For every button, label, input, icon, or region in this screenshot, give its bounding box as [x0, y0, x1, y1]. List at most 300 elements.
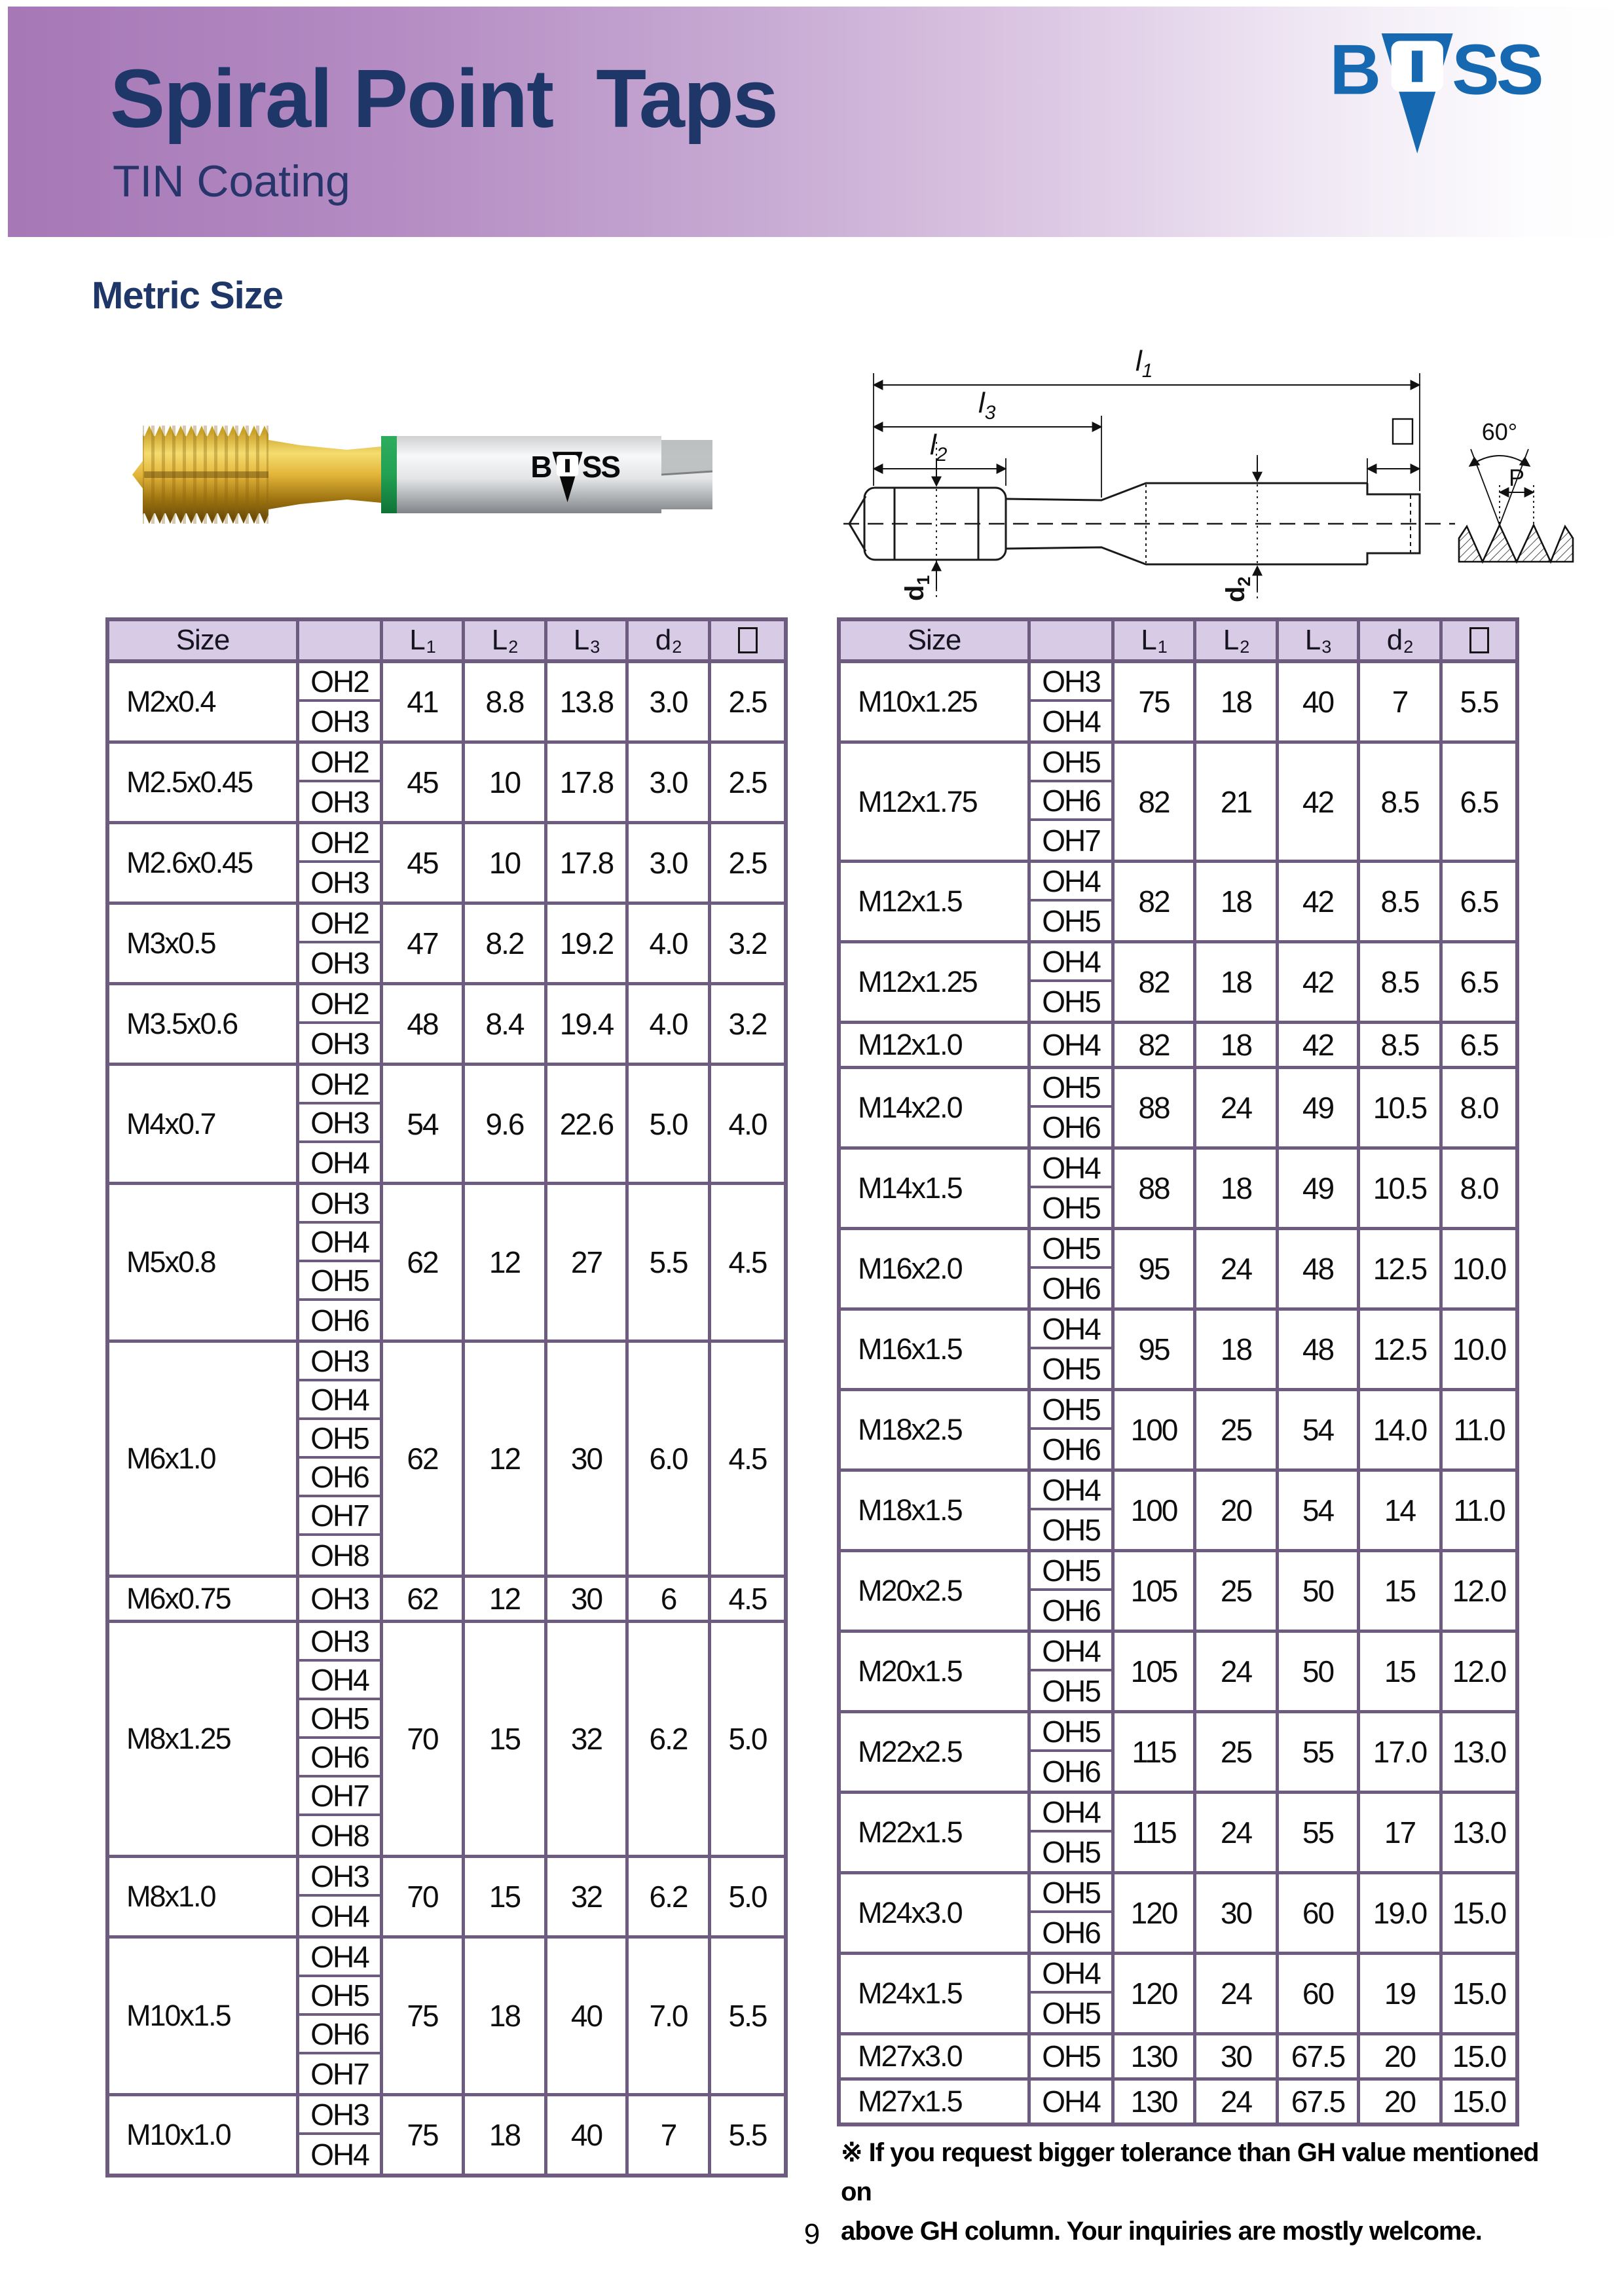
oh-cell: OH3 [310, 784, 369, 819]
sq-cell: 5.5 [1460, 685, 1498, 719]
outline-top [1006, 483, 1367, 500]
outline-thread [864, 488, 1006, 560]
size-group-row [841, 663, 1515, 744]
l3-cell: 54 [1279, 1472, 1360, 1549]
d2-cell: 12.5 [1360, 1311, 1443, 1388]
l2-cell: 18 [1196, 863, 1279, 940]
oh-cell: OH2 [299, 985, 380, 1024]
oh-column [1031, 1024, 1115, 1066]
l2-cell: 15 [465, 1623, 547, 1855]
size-cell: M2x0.4 [109, 663, 299, 740]
l3-cell: 67.5 [1279, 2035, 1360, 2077]
sq-cell: 5.5 [728, 2118, 767, 2152]
d2-cell: 20 [1360, 2035, 1443, 2077]
l2-cell: 12 [465, 1343, 547, 1575]
d2-cell: 10.5 [1360, 1069, 1443, 1146]
sq-cell: 2.5 [728, 765, 767, 799]
oh-cell: OH2 [299, 744, 380, 782]
l3-cell: 42 [1279, 744, 1360, 860]
oh-cell: OH4 [1031, 1311, 1111, 1349]
l3-cell: 67.5 [1279, 2081, 1360, 2123]
l2-cell: 25 [1196, 1552, 1279, 1630]
d2-cell: 8.5 [1360, 744, 1443, 860]
column-header [1196, 621, 1279, 659]
oh-cell: OH3 [299, 1623, 380, 1662]
d2-cell: 12.5 [1360, 1230, 1443, 1307]
d2-cell: 7 [1360, 663, 1443, 740]
oh-column [1031, 1552, 1115, 1630]
oh-column [299, 1578, 383, 1620]
oh-column [1031, 1955, 1115, 2032]
l2-cell: 12 [465, 1185, 547, 1339]
oh-cell: OH5 [1042, 903, 1100, 938]
sq-cell: 10.0 [1452, 1252, 1506, 1286]
l3-cell: 48 [1279, 1311, 1360, 1388]
l1-cell: 75 [1115, 663, 1196, 740]
oh-cell: OH5 [299, 1262, 380, 1301]
l3-cell: 42 [1279, 1024, 1360, 1066]
oh-column [299, 905, 383, 982]
sq-cell: 11.0 [1453, 1493, 1505, 1527]
sq-cell: 4.0 [728, 1106, 767, 1141]
oh-column [1031, 1874, 1115, 1952]
oh-cell: OH4 [1042, 2085, 1100, 2119]
square-symbol-icon [1469, 627, 1489, 653]
column-header-label: L [1304, 624, 1321, 656]
column-header-subscript: 1 [1157, 636, 1167, 657]
size-cell: M12x1.75 [841, 744, 1031, 860]
oh-cell: OH5 [1031, 1230, 1111, 1269]
oh-cell: OH3 [310, 1026, 369, 1061]
size-group-row [109, 1858, 784, 1939]
l2-cell: 18 [465, 1939, 547, 2093]
d2-cell: 4.0 [629, 985, 711, 1063]
l3-cell: 40 [547, 1939, 629, 2093]
l3-cell: 40 [547, 2096, 629, 2174]
l3-cell: 48 [1279, 1230, 1360, 1307]
sq-cell: 2.5 [728, 685, 767, 719]
l2-cell: 18 [465, 2096, 547, 2174]
label-d1: $d_1$ [900, 575, 933, 601]
l2-cell: 30 [1196, 2035, 1279, 2077]
column-header [547, 621, 629, 659]
size-group-row [841, 1150, 1515, 1230]
d2-cell: 6.0 [629, 1343, 711, 1575]
oh-column [299, 2096, 383, 2174]
column-header-label: L [573, 624, 589, 656]
square-symbol-icon [738, 627, 758, 653]
oh-cell: OH2 [299, 663, 380, 702]
size-cell: M8x1.0 [109, 1858, 299, 1935]
column-header-subscript: 3 [590, 636, 600, 657]
oh-cell: OH5 [1042, 1351, 1100, 1386]
l3-cell: 50 [1279, 1633, 1360, 1710]
size-group-row [841, 1874, 1515, 1955]
size-cell: M5x0.8 [109, 1185, 299, 1339]
column-header-subscript: 2 [508, 636, 518, 657]
size-cell: M12x1.0 [841, 1024, 1031, 1066]
l2-cell: 15 [465, 1858, 547, 1935]
l3-cell: 60 [1279, 1874, 1360, 1952]
oh-cell: OH3 [299, 2096, 380, 2135]
l3-cell: 49 [1279, 1069, 1360, 1146]
oh-cell: OH3 [310, 945, 369, 980]
size-group-row [109, 1623, 784, 1858]
size-group-row [109, 985, 784, 1066]
oh-cell: OH6 [1042, 1915, 1100, 1950]
size-group-row [841, 1391, 1515, 1472]
size-cell: M16x2.0 [841, 1230, 1031, 1307]
oh-cell: OH8 [310, 1538, 369, 1573]
sq-cell: 6.5 [1460, 965, 1498, 999]
oh-cell: OH5 [1042, 2039, 1100, 2073]
size-group-row [109, 905, 784, 985]
size-cell: M20x1.5 [841, 1633, 1031, 1710]
d2-cell: 15 [1360, 1633, 1443, 1710]
size-group-row [109, 663, 784, 744]
size-group-row [841, 943, 1515, 1024]
l1-cell: 120 [1115, 1874, 1196, 1952]
sq-cell: 8.0 [1460, 1091, 1498, 1125]
oh-cell: OH6 [299, 1459, 380, 1497]
oh-column [1031, 1633, 1115, 1710]
oh-cell: OH5 [1042, 984, 1100, 1019]
l1-cell: 82 [1115, 943, 1196, 1021]
l1-cell: 115 [1115, 1794, 1196, 1871]
l1-cell: 105 [1115, 1633, 1196, 1710]
oh-column [1031, 1713, 1115, 1791]
l1-cell: 100 [1115, 1391, 1196, 1468]
label-d2: $d_2$ [1221, 576, 1254, 602]
oh-cell: OH6 [299, 1739, 380, 1777]
oh-cell: OH6 [299, 2016, 380, 2054]
l1-cell: 45 [383, 744, 465, 821]
sq-cell: 12.0 [1452, 1574, 1506, 1608]
column-header [629, 621, 711, 659]
tap-green-ring [381, 436, 397, 513]
l1-cell: 95 [1115, 1230, 1196, 1307]
page-title: Spiral Point Taps [110, 52, 777, 145]
size-cell: M6x0.75 [109, 1578, 299, 1620]
size-group-row [109, 1939, 784, 2096]
l3-cell: 50 [1279, 1552, 1360, 1630]
l2-cell: 21 [1196, 744, 1279, 860]
oh-column [1031, 1069, 1115, 1146]
l3-cell: 27 [547, 1185, 629, 1339]
size-group-row [841, 2081, 1515, 2123]
column-header-label: Size [907, 624, 961, 656]
oh-cell: OH3 [310, 704, 369, 738]
l2-cell: 24 [1196, 1633, 1279, 1710]
l1-cell: 115 [1115, 1713, 1196, 1791]
oh-cell: OH5 [1031, 1874, 1111, 1913]
column-header [299, 621, 383, 659]
label-pitch: P [1508, 464, 1525, 491]
oh-cell: OH5 [1031, 1713, 1111, 1752]
sq-cell: 13.0 [1452, 1735, 1506, 1769]
oh-cell: OH6 [1042, 1110, 1100, 1144]
oh-column [1031, 1150, 1115, 1227]
label-l3: $l_3$ [978, 387, 996, 424]
sq-cell: 6.5 [1460, 884, 1498, 919]
size-cell: M24x1.5 [841, 1955, 1031, 2032]
note-line-2: above GH column. Your inquiries are mostly welcome. [841, 2217, 1482, 2246]
l3-cell: 19.4 [547, 985, 629, 1063]
sq-cell: 5.0 [728, 1880, 767, 1914]
oh-column [1031, 2035, 1115, 2077]
oh-column [299, 985, 383, 1063]
thread-profile [1459, 525, 1573, 562]
l1-cell: 82 [1115, 863, 1196, 940]
boss-logo [1315, 30, 1577, 155]
size-cell: M20x2.5 [841, 1552, 1031, 1630]
l2-cell: 18 [1196, 943, 1279, 1021]
oh-cell: OH5 [1031, 1069, 1111, 1108]
page-number: 9 [803, 2218, 821, 2250]
size-cell: M12x1.25 [841, 943, 1031, 1021]
metric-size-table-left [105, 617, 788, 2178]
oh-cell: OH6 [310, 1303, 369, 1338]
oh-cell: OH3 [1031, 663, 1111, 702]
page-subtitle: TIN Coating [113, 156, 350, 206]
size-group-row [841, 1552, 1515, 1633]
sq-cell: 4.5 [728, 1582, 767, 1616]
l3-cell: 22.6 [547, 1066, 629, 1182]
l1-cell: 70 [383, 1858, 465, 1935]
oh-cell: OH4 [299, 1939, 380, 1977]
sq-cell: 3.2 [728, 926, 767, 960]
oh-cell: OH2 [299, 1066, 380, 1104]
size-group-row [109, 1066, 784, 1185]
column-header [465, 621, 547, 659]
l2-cell: 12 [465, 1578, 547, 1620]
oh-cell: OH4 [1031, 943, 1111, 982]
oh-cell: OH5 [299, 1977, 380, 2016]
oh-cell: OH6 [1031, 782, 1111, 821]
oh-column [1031, 1391, 1115, 1468]
column-header [1115, 621, 1196, 659]
oh-column [1031, 2081, 1115, 2123]
size-cell: M14x1.5 [841, 1150, 1031, 1227]
oh-cell: OH5 [1042, 1512, 1100, 1547]
l2-cell: 18 [1196, 1024, 1279, 1066]
l3-cell: 42 [1279, 863, 1360, 940]
oh-cell: OH5 [1031, 1552, 1111, 1591]
l2-cell: 18 [1196, 1150, 1279, 1227]
l2-cell: 24 [1196, 2081, 1279, 2123]
l1-cell: 88 [1115, 1150, 1196, 1227]
oh-cell: OH6 [1042, 1754, 1100, 1789]
oh-cell: OH2 [299, 824, 380, 863]
oh-cell: OH4 [1042, 704, 1100, 738]
l2-cell: 18 [1196, 663, 1279, 740]
size-group-row [841, 1472, 1515, 1552]
oh-cell: OH4 [1031, 863, 1111, 902]
l2-cell: 8.2 [465, 905, 547, 982]
d2-cell: 3.0 [629, 824, 711, 902]
column-header [109, 621, 299, 659]
l1-cell: 70 [383, 1623, 465, 1855]
oh-cell: OH6 [1042, 1271, 1100, 1305]
oh-cell: OH3 [310, 865, 369, 900]
oh-column [299, 1343, 383, 1575]
size-group-row [841, 1024, 1515, 1069]
size-group-row [841, 1955, 1515, 2035]
l2-cell: 9.6 [465, 1066, 547, 1182]
size-cell: M22x1.5 [841, 1794, 1031, 1871]
l2-cell: 10 [465, 824, 547, 902]
l1-cell: 105 [1115, 1552, 1196, 1630]
column-header-label: L [1223, 624, 1239, 656]
l1-cell: 100 [1115, 1472, 1196, 1549]
oh-cell: OH6 [1042, 1593, 1100, 1628]
tap-product-photo [131, 419, 720, 530]
l3-cell: 49 [1279, 1150, 1360, 1227]
l2-cell: 18 [1196, 1311, 1279, 1388]
size-group-row [841, 1713, 1515, 1794]
sq-cell: 2.5 [728, 846, 767, 880]
sq-cell: 11.0 [1453, 1413, 1505, 1447]
oh-cell: OH5 [1042, 1190, 1100, 1225]
sq-cell: 5.5 [728, 1999, 767, 2033]
size-group-row [841, 1633, 1515, 1713]
d2-cell: 4.0 [629, 905, 711, 982]
column-header-subscript: 2 [1403, 636, 1413, 657]
oh-cell: OH3 [310, 1582, 369, 1616]
tap-shank [397, 436, 661, 513]
oh-column [299, 1066, 383, 1182]
sq-cell: 5.0 [728, 1722, 767, 1756]
oh-column [299, 1939, 383, 2093]
l3-cell: 32 [547, 1623, 629, 1855]
l1-cell: 82 [1115, 1024, 1196, 1066]
oh-column [299, 1858, 383, 1935]
oh-cell: OH7 [299, 1777, 380, 1816]
size-group-row [109, 824, 784, 905]
sq-cell: 13.0 [1452, 1815, 1506, 1850]
sq-cell: 4.5 [728, 1442, 767, 1476]
d2-cell: 6.2 [629, 1858, 711, 1935]
table-header-row [109, 621, 784, 663]
l1-cell: 82 [1115, 744, 1196, 860]
d2-cell: 8.5 [1360, 943, 1443, 1021]
oh-column [299, 663, 383, 740]
size-group-row [109, 744, 784, 824]
l2-cell: 8.4 [465, 985, 547, 1063]
l1-cell: 62 [383, 1185, 465, 1339]
oh-cell: OH4 [1031, 1633, 1111, 1671]
column-header [711, 621, 784, 659]
sq-cell: 6.5 [1460, 1028, 1498, 1062]
size-cell: M18x1.5 [841, 1472, 1031, 1549]
l2-cell: 20 [1196, 1472, 1279, 1549]
oh-cell: OH6 [1042, 1432, 1100, 1467]
oh-cell: OH5 [1042, 1834, 1100, 1869]
l1-cell: 130 [1115, 2035, 1196, 2077]
oh-cell: OH3 [299, 1185, 380, 1224]
size-group-row [841, 1794, 1515, 1874]
size-group-row [841, 863, 1515, 943]
l1-cell: 75 [383, 2096, 465, 2174]
oh-cell: OH5 [299, 1420, 380, 1459]
size-cell: M18x2.5 [841, 1391, 1031, 1468]
oh-column [1031, 863, 1115, 940]
size-cell: M3.5x0.6 [109, 985, 299, 1063]
oh-column [1031, 943, 1115, 1021]
d2-cell: 19.0 [1360, 1874, 1443, 1952]
size-group-row [841, 1230, 1515, 1311]
column-header [383, 621, 465, 659]
oh-column [299, 824, 383, 902]
l1-cell: 120 [1115, 1955, 1196, 2032]
l1-cell: 45 [383, 824, 465, 902]
sq-cell: 4.5 [728, 1245, 767, 1279]
l1-cell: 48 [383, 985, 465, 1063]
oh-column [299, 744, 383, 821]
d2-cell: 7 [629, 2096, 711, 2174]
sq-cell: 15.0 [1452, 1896, 1506, 1930]
l1-cell: 62 [383, 1343, 465, 1575]
d2-cell: 5.0 [629, 1066, 711, 1182]
oh-cell: OH7 [299, 1497, 380, 1536]
size-cell: M2.6x0.45 [109, 824, 299, 902]
oh-column [1031, 1794, 1115, 1871]
table-header-row [841, 621, 1515, 663]
oh-column [299, 1623, 383, 1855]
size-cell: M3x0.5 [109, 905, 299, 982]
l3-cell: 13.8 [547, 663, 629, 740]
size-group-row [109, 1185, 784, 1343]
sq-cell: 15.0 [1452, 2039, 1506, 2073]
sq-cell: 3.2 [728, 1007, 767, 1041]
l3-cell: 40 [1279, 663, 1360, 740]
l2-cell: 24 [1196, 1955, 1279, 2032]
oh-cell: OH4 [299, 1662, 380, 1700]
d2-cell: 14.0 [1360, 1391, 1443, 1468]
column-header [1360, 621, 1443, 659]
l3-cell: 17.8 [547, 744, 629, 821]
size-group-row [841, 1069, 1515, 1150]
oh-cell: OH7 [1042, 823, 1100, 858]
size-group-row [109, 2096, 784, 2174]
column-header [1031, 621, 1115, 659]
column-header-label: d [655, 624, 671, 656]
tap-neck [268, 440, 381, 509]
d2-cell: 20 [1360, 2081, 1443, 2123]
d2-cell: 5.5 [629, 1185, 711, 1339]
label-l1: $l_1$ [1135, 345, 1153, 382]
column-header-label: L [409, 624, 425, 656]
d2-cell: 17 [1360, 1794, 1443, 1871]
sq-cell: 10.0 [1452, 1332, 1506, 1366]
sq-cell: 12.0 [1452, 1654, 1506, 1688]
l1-cell: 95 [1115, 1311, 1196, 1388]
d2-cell: 8.5 [1360, 863, 1443, 940]
size-cell: M10x1.0 [109, 2096, 299, 2174]
d2-cell: 3.0 [629, 744, 711, 821]
l2-cell: 24 [1196, 1230, 1279, 1307]
oh-cell: OH4 [310, 2137, 369, 2172]
oh-cell: OH5 [1042, 1995, 1100, 2030]
d2-cell: 7.0 [629, 1939, 711, 2093]
l1-cell: 47 [383, 905, 465, 982]
oh-cell: OH5 [1031, 1391, 1111, 1430]
l3-cell: 17.8 [547, 824, 629, 902]
l1-cell: 130 [1115, 2081, 1196, 2123]
d2-cell: 6.2 [629, 1623, 711, 1855]
label-angle: 60° [1481, 418, 1518, 445]
size-cell: M22x2.5 [841, 1713, 1031, 1791]
